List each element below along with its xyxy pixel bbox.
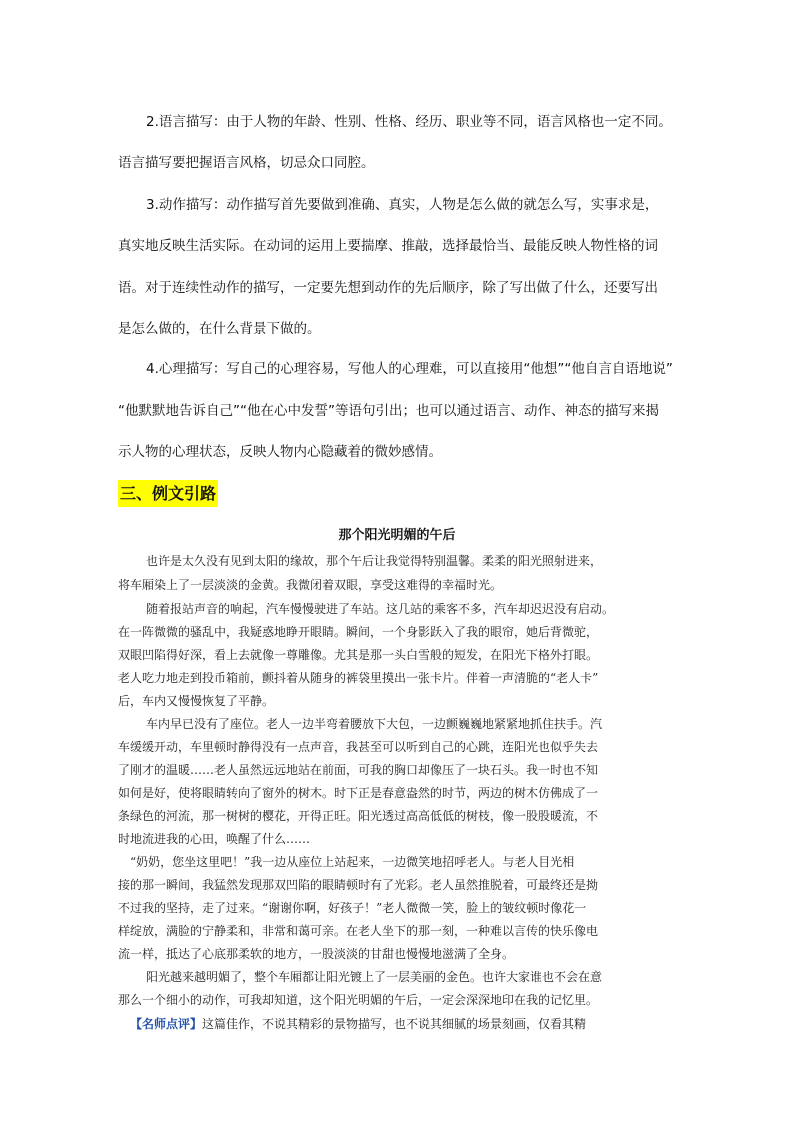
essay-line: 将车厢染上了一层淡淡的金黄。我微闭着双眼，享受这难得的幸福时光。 <box>118 578 503 592</box>
essay-title: 那个阳光明媚的午后 <box>338 528 456 543</box>
paragraph-line-action-4: 是怎么做的，在什么背景下做的。 <box>118 321 321 337</box>
section-heading: 三、例文引路 <box>118 480 218 507</box>
paragraph-line-action-2: 真实地反映生活实际。在动词的运用上要揣摩、推敲，选择最恰当、最能反映人物性格的词 <box>118 238 658 254</box>
essay-line: 也许是太久没有见到太阳的缘故，那个午后让我觉得特别温馨。柔柔的阳光照射进来， <box>146 554 603 568</box>
essay-line: 后，车内又慢慢恢复了平静。 <box>118 694 275 708</box>
paragraph-line-language-1: 2.语言描写：由于人物的年龄、性别、性格、经历、职业等不同，语言风格也一定不同。 <box>146 114 672 130</box>
essay-line: 在一阵微微的骚乱中，我疑惑地睁开眼睛。瞬间，一个身影跃入了我的眼帘，她后背微驼， <box>118 625 599 639</box>
teacher-comment <box>130 1015 684 1032</box>
paragraph-line-psychology-3: 示人物的心理状态，反映人物内心隐藏着的微妙感情。 <box>118 444 442 460</box>
paragraph-line-psychology-2: “他默默地告诉自己”“他在心中发誓”等语句引出；也可以通过语言、动作、神态的描写来揭 <box>118 403 659 419</box>
essay-line: 了刚才的温暖……老人虽然远远地站在前面，可我的胸口却像压了一块石头。我一时也不知 <box>118 763 599 777</box>
essay-line: 老人吃力地走到投币箱前，颤抖着从随身的裤袋里摸出一张卡片。伴着一声清脆的“老人卡” <box>118 671 599 685</box>
essay-line: 不过我的坚持，走了过来。“谢谢你啊，好孩子！”老人微微一笑，脸上的皱纹顿时像花一 <box>118 901 587 915</box>
essay-line: 阳光越来越明媚了，整个车厢都让阳光镀上了一层美丽的金色。也许大家谁也不会在意 <box>146 970 603 984</box>
essay-line: 那么一个细小的动作，可我却知道，这个阳光明媚的午后，一定会深深地印在我的记忆里。 <box>118 993 599 1007</box>
paragraph-line-action-1: 3.动作描写：动作描写首先要做到准确、真实，人物是怎么做的就怎么写，实事求是， <box>146 197 659 213</box>
paragraph-line-psychology-1: 4.心理描写：写自己的心理容易，写他人的心理难，可以直接用“他想”“他自言自语地说” <box>146 361 673 377</box>
essay-line: 接的那一瞬间，我猛然发现那双凹陷的眼睛顿时有了光彩。老人虽然推脱着，可最终还是拗 <box>118 878 599 892</box>
paragraph-line-action-3: 语。对于连续性动作的描写，一定要先想到动作的先后顺序，除了写出做了什么，还要写出 <box>118 280 658 296</box>
essay-line: 车内早已没有了座位。老人一边半弯着腰放下大包，一边颤巍巍地紧紧地抓住扶手。汽 <box>146 717 603 731</box>
comment-label: 【名师点评】 <box>130 1017 203 1031</box>
essay-line: “奶奶，您坐这里吧！”我一边从座位上站起来，一边微笑地招呼老人。与老人目光相 <box>130 855 575 869</box>
essay-line: 流一样，抵达了心底那柔软的地方，一股淡淡的甘甜也慢慢地滋满了全身。 <box>118 947 515 961</box>
paragraph-line-language-2: 语言描写要把握语言风格，切忌众口同腔。 <box>118 155 375 171</box>
essay-line: 如何是好，使将眼睛转向了窗外的树木。时下正是春意盎然的时节，两边的树木仿佛成了一 <box>118 786 599 800</box>
essay-line: 双眼凹陷得好深，看上去就像一尊雕像。尤其是那一头白雪般的短发，在阳光下格外打眼。 <box>118 648 599 662</box>
essay-line: 随着报站声音的响起，汽车慢慢驶进了车站。这几站的乘客不多，汽车却迟迟没有启动。 <box>146 602 615 616</box>
essay-line: 车缓缓开动，车里顿时静得没有一点声音，我甚至可以听到自己的心跳，连阳光也似乎失去 <box>118 740 599 754</box>
essay-line: 样绽放，满脸的宁静柔和，非常和蔼可亲。在老人坐下的那一刻，一种难以言传的快乐像电 <box>118 924 599 938</box>
essay-line: 条绿色的河流，那一树树的樱花，开得正旺。阳光透过高高低低的树枝，像一股股暖流，不 <box>118 809 599 823</box>
essay-line: 时地流进我的心田，唤醒了什么…… <box>118 832 311 846</box>
comment-text: 这篇佳作，不说其精彩的景物描写，也不说其细腻的场景刻画，仅看其精 <box>202 1017 587 1031</box>
